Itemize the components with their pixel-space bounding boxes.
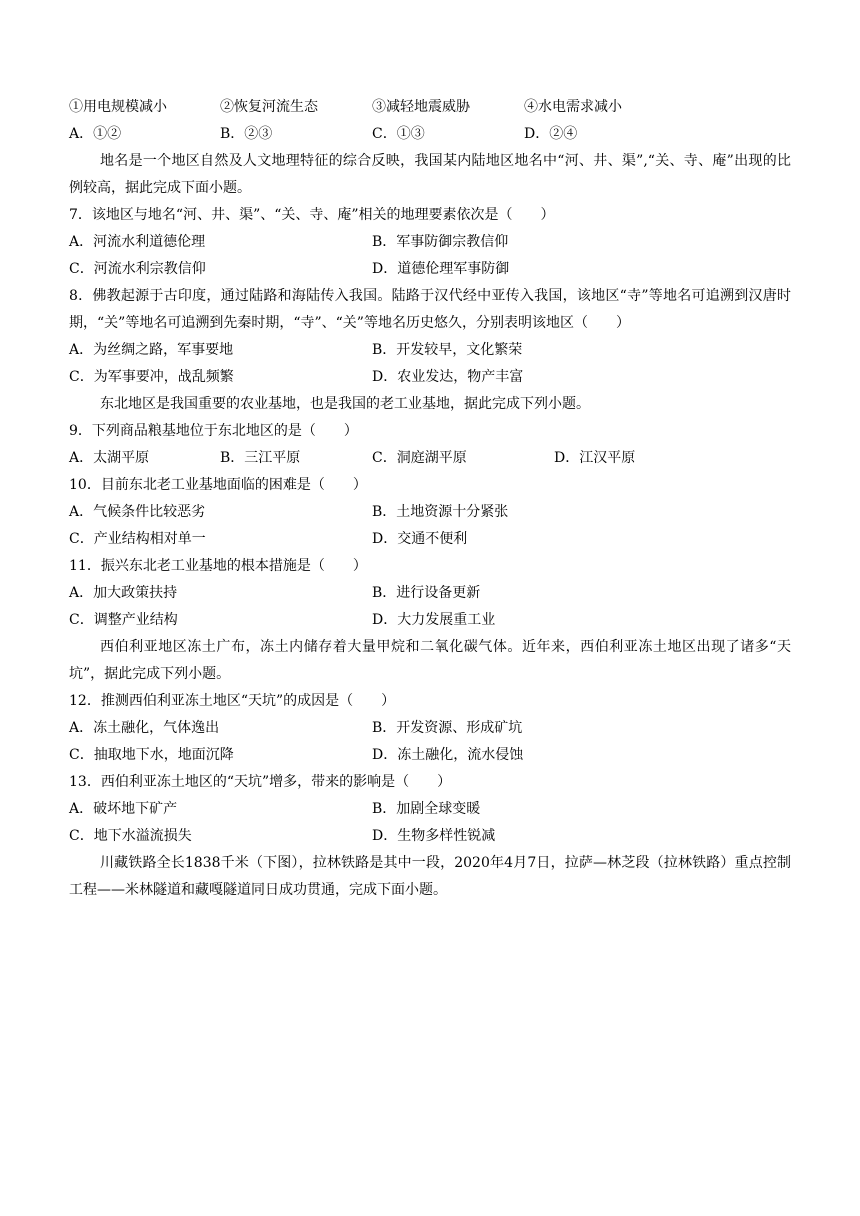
question-13-stem: 13．西伯利亚冻土地区的“天坑”增多，带来的影响是（ ）: [69, 774, 452, 790]
q8-option-b: B．开发较早，文化繁荣: [372, 342, 523, 358]
q8-option-d: D．农业发达，物产丰富: [372, 369, 524, 385]
intro-northeast: 东北地区是我国重要的农业基地，也是我国的老工业基地，据此完成下列小题。: [100, 396, 590, 412]
question-7-stem: 7．该地区与地名“河、井、渠”、“关、寺、庵”相关的地理要素依次是（ ）: [69, 207, 555, 223]
q12-option-b: B．开发资源、形成矿坑: [372, 720, 523, 736]
q11-option-d: D．大力发展重工业: [372, 612, 496, 628]
intro-railway: 川藏铁路全长1838千米（下图），拉林铁路是其中一段，2020年4月7日，拉萨—林芝段（拉林铁路）重点控制工程——米林隧道和藏嘎隧道同日成功贯通，完成下面小题。: [69, 855, 791, 898]
q7-option-d: D．道德伦理军事防御: [372, 261, 510, 277]
q10-option-a: A．气候条件比较恶劣: [69, 504, 206, 520]
q12-option-a: A．冻土融化，气体逸出: [69, 720, 220, 736]
q11-option-b: B．进行设备更新: [372, 585, 481, 601]
q6-item-1: ①用电规模减小: [69, 99, 167, 115]
question-8-stem: 8．佛教起源于古印度，通过陆路和海陆传入我国。陆路于汉代经中亚传入我国，该地区“寺”等地名可追溯到汉唐时期，“关”等地名可追溯到先秦时期，“寺”、“关”等地名历史悠久，分别表明该地区（ ）: [69, 288, 791, 331]
q9-option-c: C．洞庭湖平原: [372, 450, 467, 466]
q12-option-d: D．冻土融化，流水侵蚀: [372, 747, 524, 763]
q9-option-d: D．江汉平原: [554, 450, 636, 466]
question-10-stem: 10．目前东北老工业基地面临的困难是（ ）: [69, 477, 367, 493]
q13-option-a: A．破坏地下矿产: [69, 801, 178, 817]
q6-item-4: ④水电需求减小: [524, 99, 622, 115]
q9-option-a: A．太湖平原: [69, 450, 150, 466]
q11-option-c: C．调整产业结构: [69, 612, 178, 628]
q13-option-d: D．生物多样性锐减: [372, 828, 496, 844]
q6-item-3: ③减轻地震威胁: [372, 99, 470, 115]
q10-option-d: D．交通不便利: [372, 531, 468, 547]
q10-option-c: C．产业结构相对单一: [69, 531, 206, 547]
q11-option-a: A．加大政策扶持: [69, 585, 178, 601]
q9-option-b: B．三江平原: [220, 450, 301, 466]
q10-option-b: B．土地资源十分紧张: [372, 504, 509, 520]
q7-option-a: A．河流水利道德伦理: [69, 234, 206, 250]
question-9-stem: 9．下列商品粮基地位于东北地区的是（ ）: [69, 423, 358, 439]
q13-option-b: B．加剧全球变暖: [372, 801, 481, 817]
intro-siberia: 西伯利亚地区冻土广布，冻土内储存着大量甲烷和二氧化碳气体。近年来，西伯利亚冻土地区出现了诸多“天坑”，据此完成下列小题。: [69, 639, 791, 682]
question-11-stem: 11．振兴东北老工业基地的根本措施是（ ）: [69, 558, 367, 574]
q12-option-c: C．抽取地下水，地面沉降: [69, 747, 234, 763]
q6-item-2: ②恢复河流生态: [220, 99, 318, 115]
q6-option-c: C．①③: [372, 126, 425, 142]
question-12-stem: 12．推测西伯利亚冻土地区“天坑”的成因是（ ）: [69, 693, 396, 709]
q13-option-c: C．地下水溢流损失: [69, 828, 192, 844]
q8-option-a: A．为丝绸之路，军事要地: [69, 342, 234, 358]
q6-option-d: D．②④: [524, 126, 578, 142]
intro-place-names: 地名是一个地区自然及人文地理特征的综合反映，我国某内陆地区地名中“河、井、渠”,“关、寺、庵”出现的比例较高，据此完成下面小题。: [69, 153, 791, 196]
q7-option-c: C．河流水利宗教信仰: [69, 261, 206, 277]
q6-option-b: B．②③: [220, 126, 273, 142]
q6-option-a: A．①②: [69, 126, 122, 142]
q7-option-b: B．军事防御宗教信仰: [372, 234, 509, 250]
q8-option-c: C．为军事要冲，战乱频繁: [69, 369, 234, 385]
